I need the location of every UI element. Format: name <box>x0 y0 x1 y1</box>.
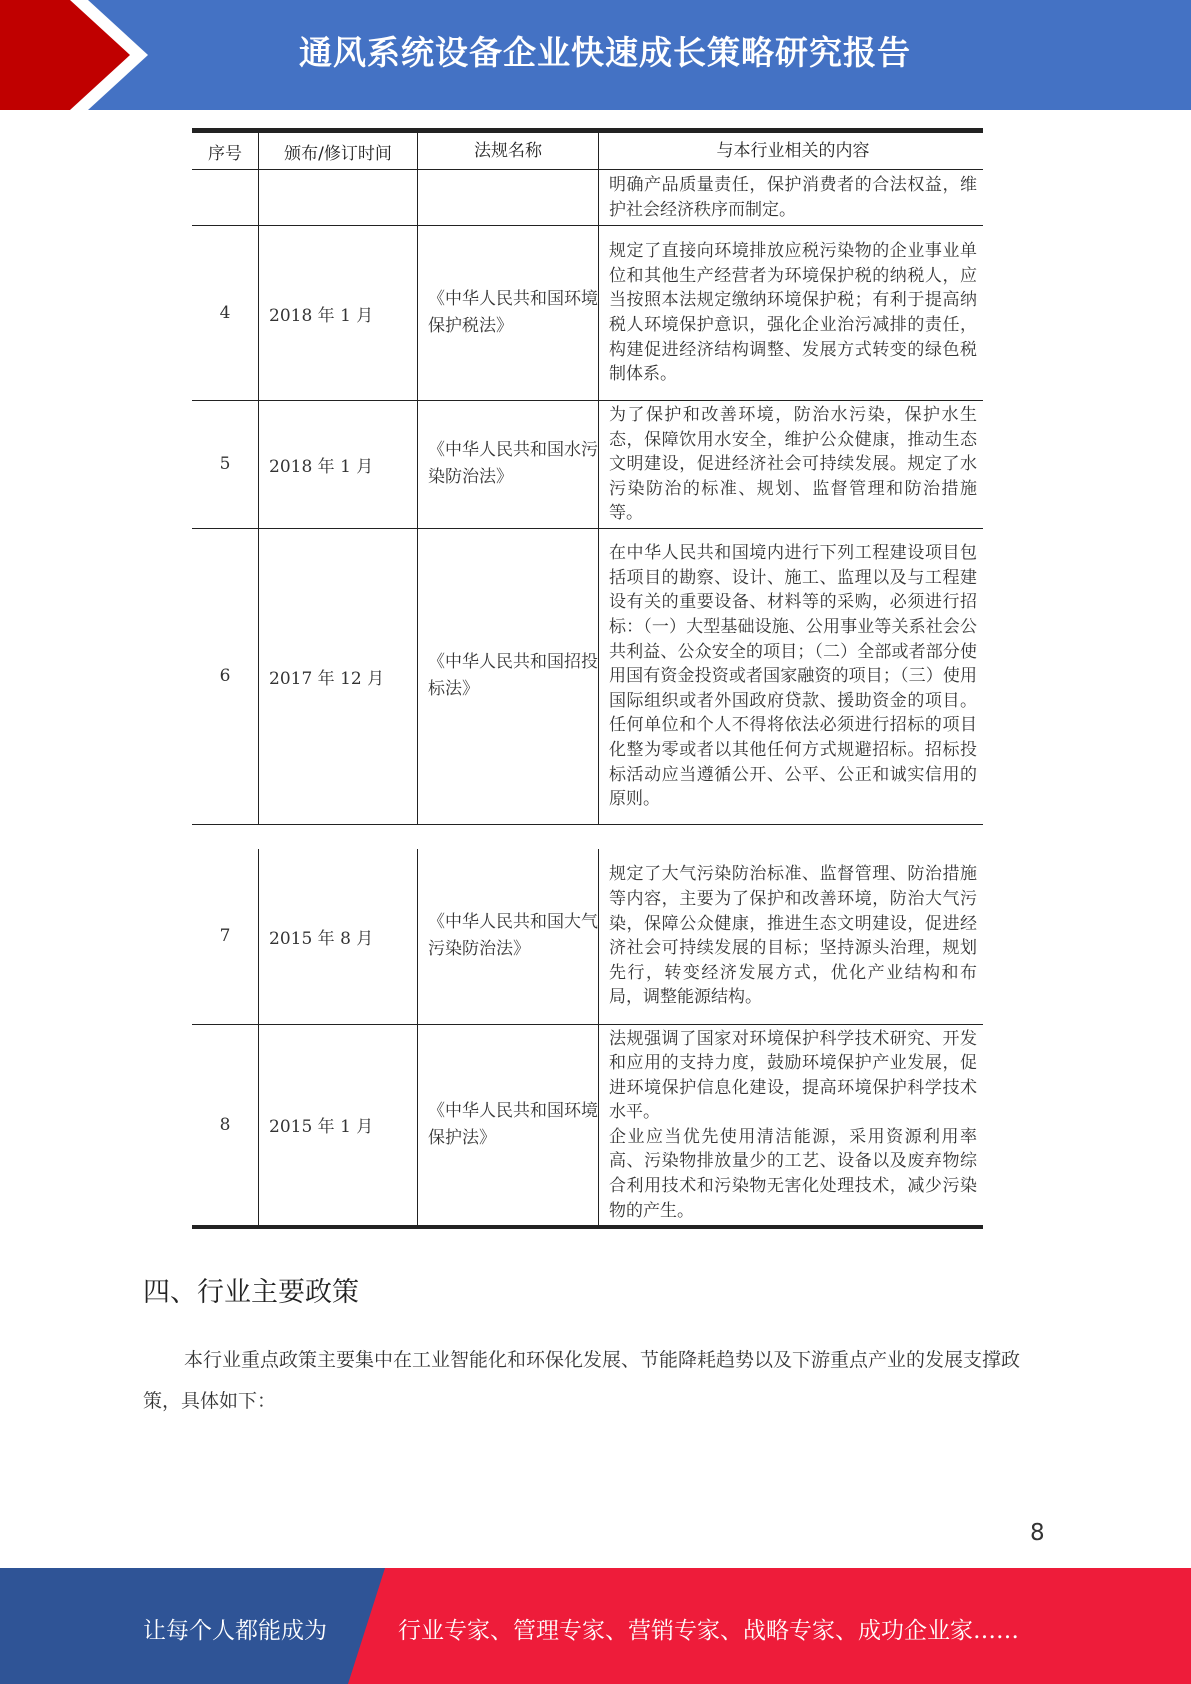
cell-date: 2018 年 1 月 <box>259 401 418 529</box>
column-header-date: 颁布/修订时间 <box>259 131 418 170</box>
cell-content-paragraph: 法规强调了国家对环境保护科学技术研究、开发和应用的支持力度，鼓励环境保护产业发展，促进环境保护信息化建设，提高环境保护科学技术水平。 <box>609 1028 977 1123</box>
table-row <box>192 528 983 824</box>
section-paragraph: 本行业重点政策主要集中在工业智能化和环保化发展、节能降耗趋势以及下游重点产业的发展支撑政策，具体如下： <box>143 1349 1021 1412</box>
cell-no <box>192 170 259 226</box>
section-heading: 四、行业主要政策 <box>143 1277 359 1308</box>
cell-name: 《中华人民共和国大气污染防治法》 <box>418 849 599 1024</box>
cell-content: 规定了大气污染防治标准、监督管理、防治措施等内容，主要为了保护和改善环境，防治大气污染，保障公众健康，推进生态文明建设，促进经济社会可持续发展的目标；坚持源头治理，规划先行，转变经济发展方式，优化产业结构和布局，调整能源结构。 <box>599 849 984 1024</box>
table-row <box>192 226 983 401</box>
cell-no: 7 <box>192 849 259 1024</box>
table-row <box>192 170 983 226</box>
column-header-content: 与本行业相关的内容 <box>599 131 984 170</box>
cell-no: 4 <box>192 226 259 401</box>
cell-name: 《中华人民共和国水污染防治法》 <box>418 401 599 529</box>
regulations-table <box>192 128 983 825</box>
page-footer <box>0 1568 1191 1684</box>
cell-date: 2018 年 1 月 <box>259 226 418 401</box>
regulations-table-continued <box>192 849 983 1229</box>
page-header <box>0 0 1191 110</box>
cell-no: 6 <box>219 666 231 687</box>
cell-date: 2017 年 12 月 <box>259 528 418 824</box>
cell-name <box>418 170 599 226</box>
cell-content-paragraph: 企业应当优先使用清洁能源，采用资源利用率高、污染物排放量少的工艺、设备以及废弃物综合利用技术和污染物无害化处理技术，减少污染物的产生。 <box>609 1126 977 1221</box>
cell-no: 8 <box>219 1114 231 1135</box>
cell-content: 在中华人民共和国境内进行下列工程建设项目包括项目的勘察、设计、施工、监理以及与工程建设有关的重要设备、材料等的采购，必须进行招标：（一）大型基础设施、公用事业等关系社会公共利益、公众安全的项目；（二）全部或者部分使用国有资金投资或者国家融资的项目；（三）使用国际组织或者外国政府贷款、援助资金的项目。任何单位和个人不得将依法必须进行招标的项目化整为零或者以其他任何方式规避招标。招标投标活动应当遵循公开、公平、公正和诚实信用的原则。 <box>599 528 984 824</box>
cell-date <box>259 170 418 226</box>
cell-date: 2015 年 1 月 <box>259 1024 418 1227</box>
cell-content: 明确产品质量责任，保护消费者的合法权益，维护社会经济秩序而制定。 <box>599 170 984 226</box>
column-header-name: 法规名称 <box>418 131 599 170</box>
cell-no: 5 <box>192 401 259 529</box>
report-title: 通风系统设备企业快速成长策略研究报告 <box>299 33 911 72</box>
cell-content: 规定了直接向环境排放应税污染物的企业事业单位和其他生产经营者为环境保护税的纳税人，应当按照本法规定缴纳环境保护税；有利于提高纳税人环境保护意识，强化企业治污减排的责任，构建促进经济结构调整、发展方式转变的绿色税制体系。 <box>599 226 984 401</box>
table-row <box>192 401 983 529</box>
table-row <box>192 1024 983 1227</box>
cell-content <box>599 1024 984 1227</box>
footer-slogan-right: 行业专家、管理专家、营销专家、战略专家、成功企业家…… <box>398 1618 1019 1644</box>
column-header-no: 序号 <box>192 131 259 170</box>
table-row <box>192 849 983 1024</box>
footer-slogan-left: 让每个人都能成为 <box>143 1618 327 1644</box>
cell-content: 为了保护和改善环境，防治水污染，保护水生态，保障饮用水安全，维护公众健康，推动生态文明建设，促进经济社会可持续发展。规定了水污染防治的标准、规划、监督管理和防治措施等。 <box>599 401 984 529</box>
cell-name: 《中华人民共和国环境保护法》 <box>418 1024 599 1227</box>
table-header-row <box>192 131 983 170</box>
cell-name: 《中华人民共和国招投标法》 <box>418 528 599 824</box>
cell-name: 《中华人民共和国环境保护税法》 <box>418 226 599 401</box>
cell-date: 2015 年 8 月 <box>259 849 418 1024</box>
page-number: 8 <box>1030 1520 1045 1546</box>
